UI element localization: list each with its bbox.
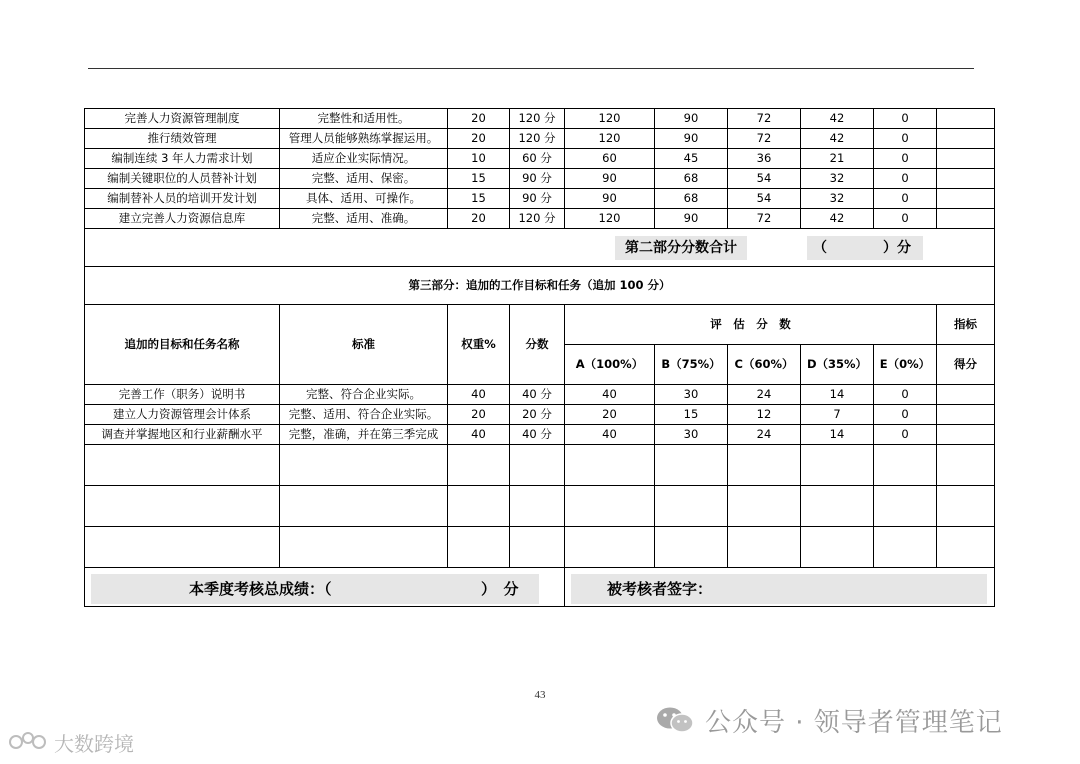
cell-score: 40 分 [510,425,565,445]
cell-weight: 10 [448,149,510,169]
cell-score: 120 分 [510,109,565,129]
part2-total-cell [85,229,995,267]
cell-e: 0 [874,149,937,169]
watermark-right [655,702,1003,738]
cell-d: 42 [801,129,874,149]
cell-standard: 完整、适用、保密。 [280,169,448,189]
cell-c: 54 [728,189,801,209]
part2-total-row [85,229,995,267]
cell-c: 12 [728,405,801,425]
col-header-index-2: 得分 [937,345,995,385]
cell-standard: 完整、适用、符合企业实际。 [280,405,448,425]
cell-b: 68 [655,169,728,189]
page-number: 43 [534,689,546,701]
col-header-name: 追加的目标和任务名称 [85,305,280,385]
grade-e-header: E（0%） [874,345,937,385]
cell-result [937,405,995,425]
brand-logo-icon [8,729,48,755]
cell-weight: 20 [448,209,510,229]
cell-a: 120 [565,209,655,229]
col-header-eval: 评 估 分 数 [565,305,937,345]
cell-name: 编制替补人员的培训开发计划 [85,189,280,209]
cell-e: 0 [874,209,937,229]
cell-weight: 40 [448,425,510,445]
table-row [85,425,995,445]
cell-b: 68 [655,189,728,209]
cell-standard: 完整、适用、准确。 [280,209,448,229]
cell-score: 20 分 [510,405,565,425]
cell-name: 调查并掌握地区和行业薪酬水平 [85,425,280,445]
cell-c: 24 [728,425,801,445]
cell-e: 0 [874,109,937,129]
cell-c: 72 [728,129,801,149]
cell-e: 0 [874,405,937,425]
cell-d: 14 [801,425,874,445]
part2-total-close: ）分 [883,240,911,256]
blank-row [85,527,995,568]
total-score-label: 本季度考核总成绩：（ [189,580,332,598]
wechat-icon [655,705,695,735]
cell-b: 15 [655,405,728,425]
cell-weight: 40 [448,385,510,405]
cell-c: 24 [728,385,801,405]
cell-standard: 完整性和适用性。 [280,109,448,129]
cell-e: 0 [874,385,937,405]
cell-d: 42 [801,109,874,129]
cell-result [937,385,995,405]
table-row [85,149,995,169]
cell-score: 60 分 [510,149,565,169]
cell-e: 0 [874,189,937,209]
cell-result [937,109,995,129]
watermark-left-text: 大数跨境 [54,731,134,756]
cell-e: 0 [874,425,937,445]
cell-weight: 20 [448,109,510,129]
cell-d: 42 [801,209,874,229]
cell-score: 120 分 [510,129,565,149]
cell-a: 20 [565,405,655,425]
col-header-score: 分数 [510,305,565,385]
part3-title: 第三部分：追加的工作目标和任务（追加 100 分） [85,267,995,305]
cell-weight: 20 [448,129,510,149]
table-row [85,209,995,229]
cell-score: 40 分 [510,385,565,405]
cell-result [937,189,995,209]
cell-result [937,129,995,149]
cell-d: 32 [801,189,874,209]
part2-total-value [807,236,923,260]
cell-name: 编制关键职位的人员替补计划 [85,169,280,189]
blank-row [85,486,995,527]
table-row [85,189,995,209]
cell-standard: 适应企业实际情况。 [280,149,448,169]
cell-score: 90 分 [510,169,565,189]
signature-cell [565,568,995,607]
cell-a: 40 [565,385,655,405]
cell-a: 120 [565,129,655,149]
cell-result [937,209,995,229]
table-row [85,405,995,425]
cell-d: 32 [801,169,874,189]
cell-weight: 15 [448,189,510,209]
cell-d: 21 [801,149,874,169]
cell-a: 90 [565,169,655,189]
cell-name: 推行绩效管理 [85,129,280,149]
cell-e: 0 [874,129,937,149]
part2-rows [85,109,995,229]
cell-standard: 具体、适用、可操作。 [280,189,448,209]
cell-c: 72 [728,209,801,229]
assessment-table [84,108,995,607]
grade-b-header: B（75%） [655,345,728,385]
cell-c: 72 [728,109,801,129]
cell-b: 90 [655,129,728,149]
cell-d: 7 [801,405,874,425]
cell-standard: 完整、符合企业实际。 [280,385,448,405]
blank-row [85,445,995,486]
cell-d: 14 [801,385,874,405]
cell-a: 120 [565,109,655,129]
grade-c-header: C（60%） [728,345,801,385]
cell-b: 30 [655,425,728,445]
cell-c: 54 [728,169,801,189]
cell-e: 0 [874,169,937,189]
cell-score: 90 分 [510,189,565,209]
cell-score: 120 分 [510,209,565,229]
cell-standard: 管理人员能够熟练掌握运用。 [280,129,448,149]
cell-b: 45 [655,149,728,169]
header-rule [88,68,974,69]
cell-result [937,149,995,169]
cell-a: 90 [565,189,655,209]
part3-title-row [85,267,995,305]
part2-total-label: 第二部分分数合计 [615,236,747,260]
footer-row [85,568,995,607]
col-header-index-1: 指标 [937,305,995,345]
cell-a: 40 [565,425,655,445]
total-score-cell [85,568,565,607]
cell-b: 90 [655,209,728,229]
signature-label: 被考核者签字： [607,580,713,598]
cell-result [937,425,995,445]
part2-total-open: （ [813,240,827,256]
watermark-left [8,728,134,756]
watermark-right-text: 公众号 · 领导者管理笔记 [705,707,1003,738]
table-row [85,169,995,189]
grade-a-header: A（100%） [565,345,655,385]
cell-b: 30 [655,385,728,405]
cell-name: 建立完善人力资源信息库 [85,209,280,229]
col-header-weight: 权重% [448,305,510,385]
grade-d-header: D（35%） [801,345,874,385]
cell-b: 90 [655,109,728,129]
col-header-standard: 标准 [280,305,448,385]
signature-box [571,574,987,604]
cell-result [937,169,995,189]
cell-name: 编制连续 3 年人力需求计划 [85,149,280,169]
table-row [85,109,995,129]
total-score-box [91,574,539,604]
cell-weight: 20 [448,405,510,425]
table-row [85,385,995,405]
cell-name: 建立人力资源管理会计体系 [85,405,280,425]
table-row [85,129,995,149]
total-score-close: ） 分 [481,580,519,598]
cell-standard: 完整，准确，并在第三季完成 [280,425,448,445]
cell-c: 36 [728,149,801,169]
cell-a: 60 [565,149,655,169]
cell-weight: 15 [448,169,510,189]
part3-header-row-1 [85,305,995,345]
part3-rows [85,385,995,445]
cell-name: 完善工作（职务）说明书 [85,385,280,405]
cell-name: 完善人力资源管理制度 [85,109,280,129]
